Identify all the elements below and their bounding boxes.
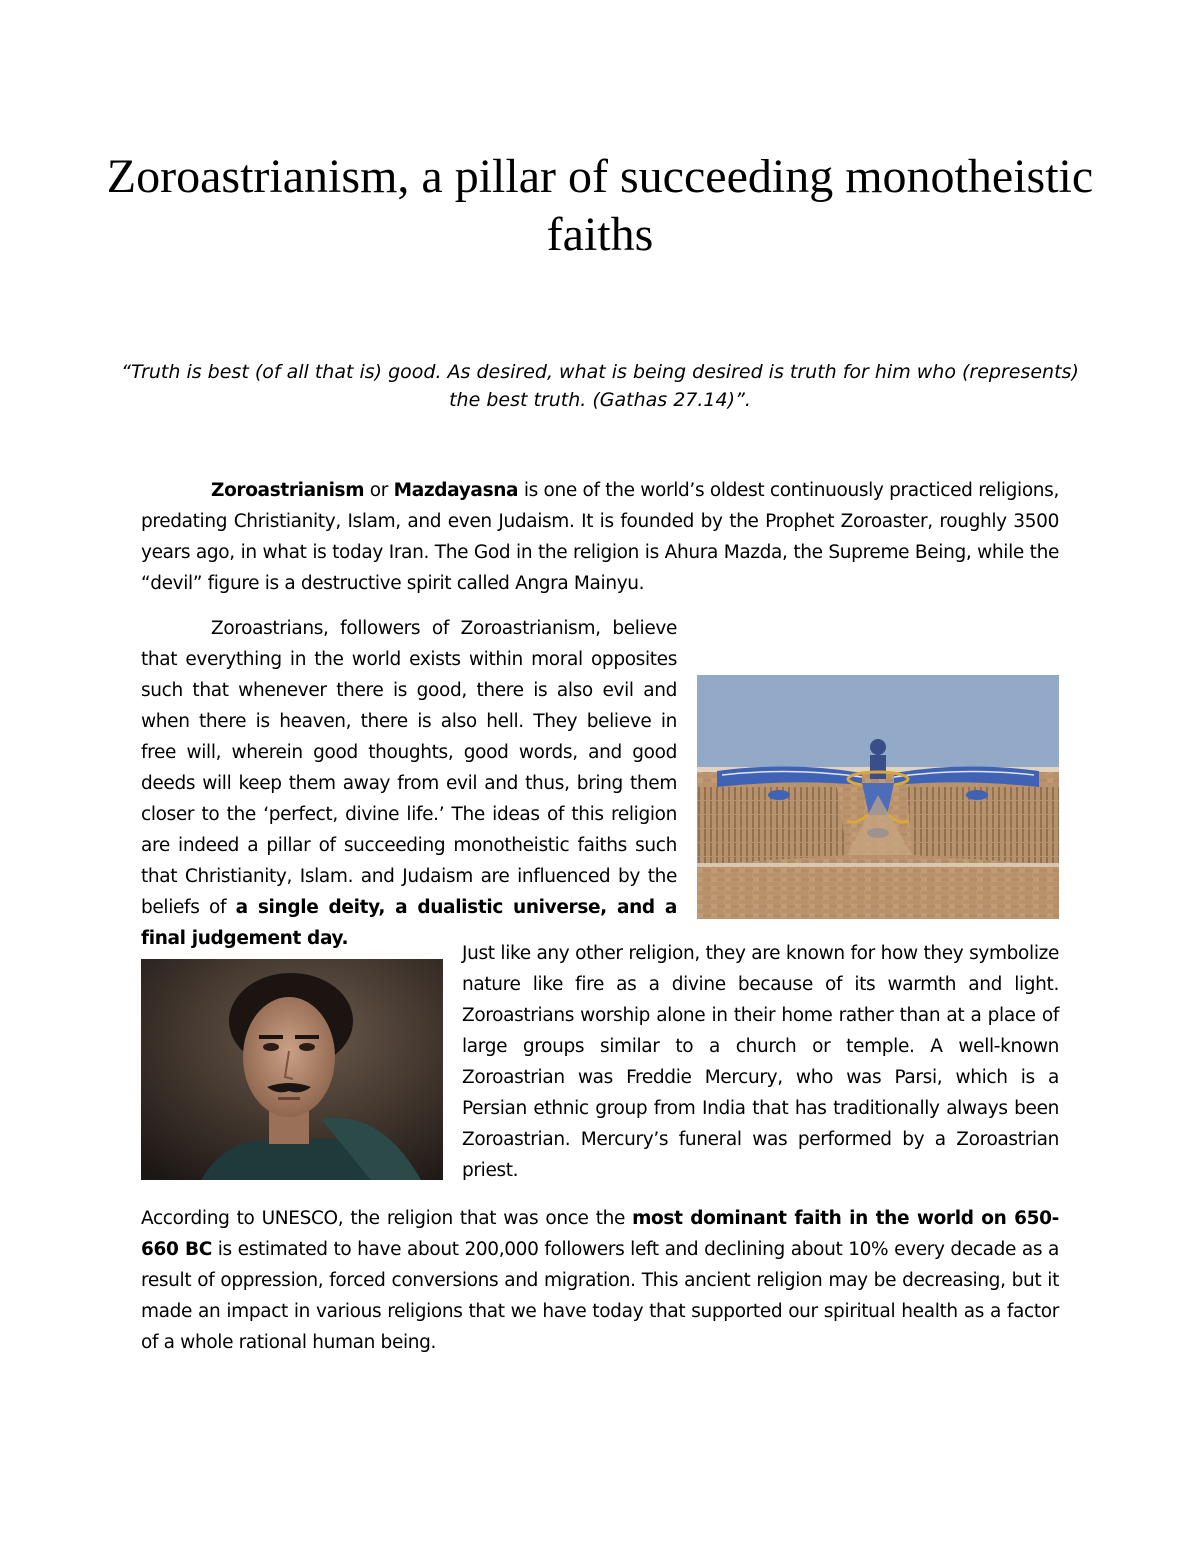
paragraph-unesco-text-a: According to UNESCO, the religion that was once the (141, 1208, 633, 1229)
unesco-emphasis: most dominant faith in the world on 650-660 BC (141, 1208, 1060, 1260)
paragraph-beliefs-text: Zoroastrians, followers of Zoroastrianism, believe that everything in the world exists within moral opposites such that whenever there is good, there is also evil and when there is heaven, there is also hell. They believe in free will, wherein good thoughts, good words, and good deeds will keep them away from evil and thus, bring them closer to the ‘perfect, divine life.’ The ideas of this religion are indeed a pillar of succeeding monotheistic faiths such that Christianity, Islam. and Judaism are influenced by the beliefs of (141, 618, 677, 918)
paragraph-nature: Just like any other religion, they are known for how they symbolize nature like fire as a divine because of its warmth and light. Zoroastrians worship alone in their home rather than at a place of large groups similar to a church or temple. A well-known Zoroastrian was Freddie Mercury, who was Parsi, which is a Persian ethnic group from India that has traditionally always been Zoroastrian. Mercury’s funeral was performed by a Zoroastrian priest. (462, 943, 1059, 1181)
paragraph-intro-text-a: or (364, 480, 394, 501)
beliefs-emphasis: a single deity, a dualistic universe, and a final judgement day. (141, 897, 678, 949)
document-title: Zoroastrianism, a pillar of succeeding monotheistic faiths (106, 150, 1094, 261)
freddie-mercury-portrait (141, 959, 443, 1180)
paragraph-intro-text-b: is one of the world’s oldest continuously practiced religions, predating Christianity, Islam, and even Judaism. It is founded by the Prophet Zoroaster, roughly 3500 years ago, in what is today Iran. The God in the religion is Ahura Mazda, the Supreme Being, while the “devil” figure is a destructive spirit called Angra Mainyu. (141, 480, 1059, 594)
term-zoroastrianism: Zoroastrianism (211, 480, 365, 501)
term-mazdayasna: Mazdayasna (393, 480, 519, 501)
paragraph-unesco (141, 1203, 1059, 1358)
paragraph-intro (141, 475, 1059, 599)
gathas-quote: “Truth is best (of all that is) good. As desired, what is being desired is truth for him who (represents) the best truth. (Gathas 27.14)”. (121, 361, 1079, 411)
paragraph-beliefs-block (141, 613, 1059, 954)
faravahar-image (697, 675, 1059, 919)
paragraph-unesco-text-b: is estimated to have about 200,000 followers left and declining about 10% every decade as a result of oppression, forced conversions and migration. This ancient religion may be decreasing, but it made an impact in various religions that we have today that supported our spiritual health as a factor of a whole rational human being. (141, 1239, 1059, 1353)
